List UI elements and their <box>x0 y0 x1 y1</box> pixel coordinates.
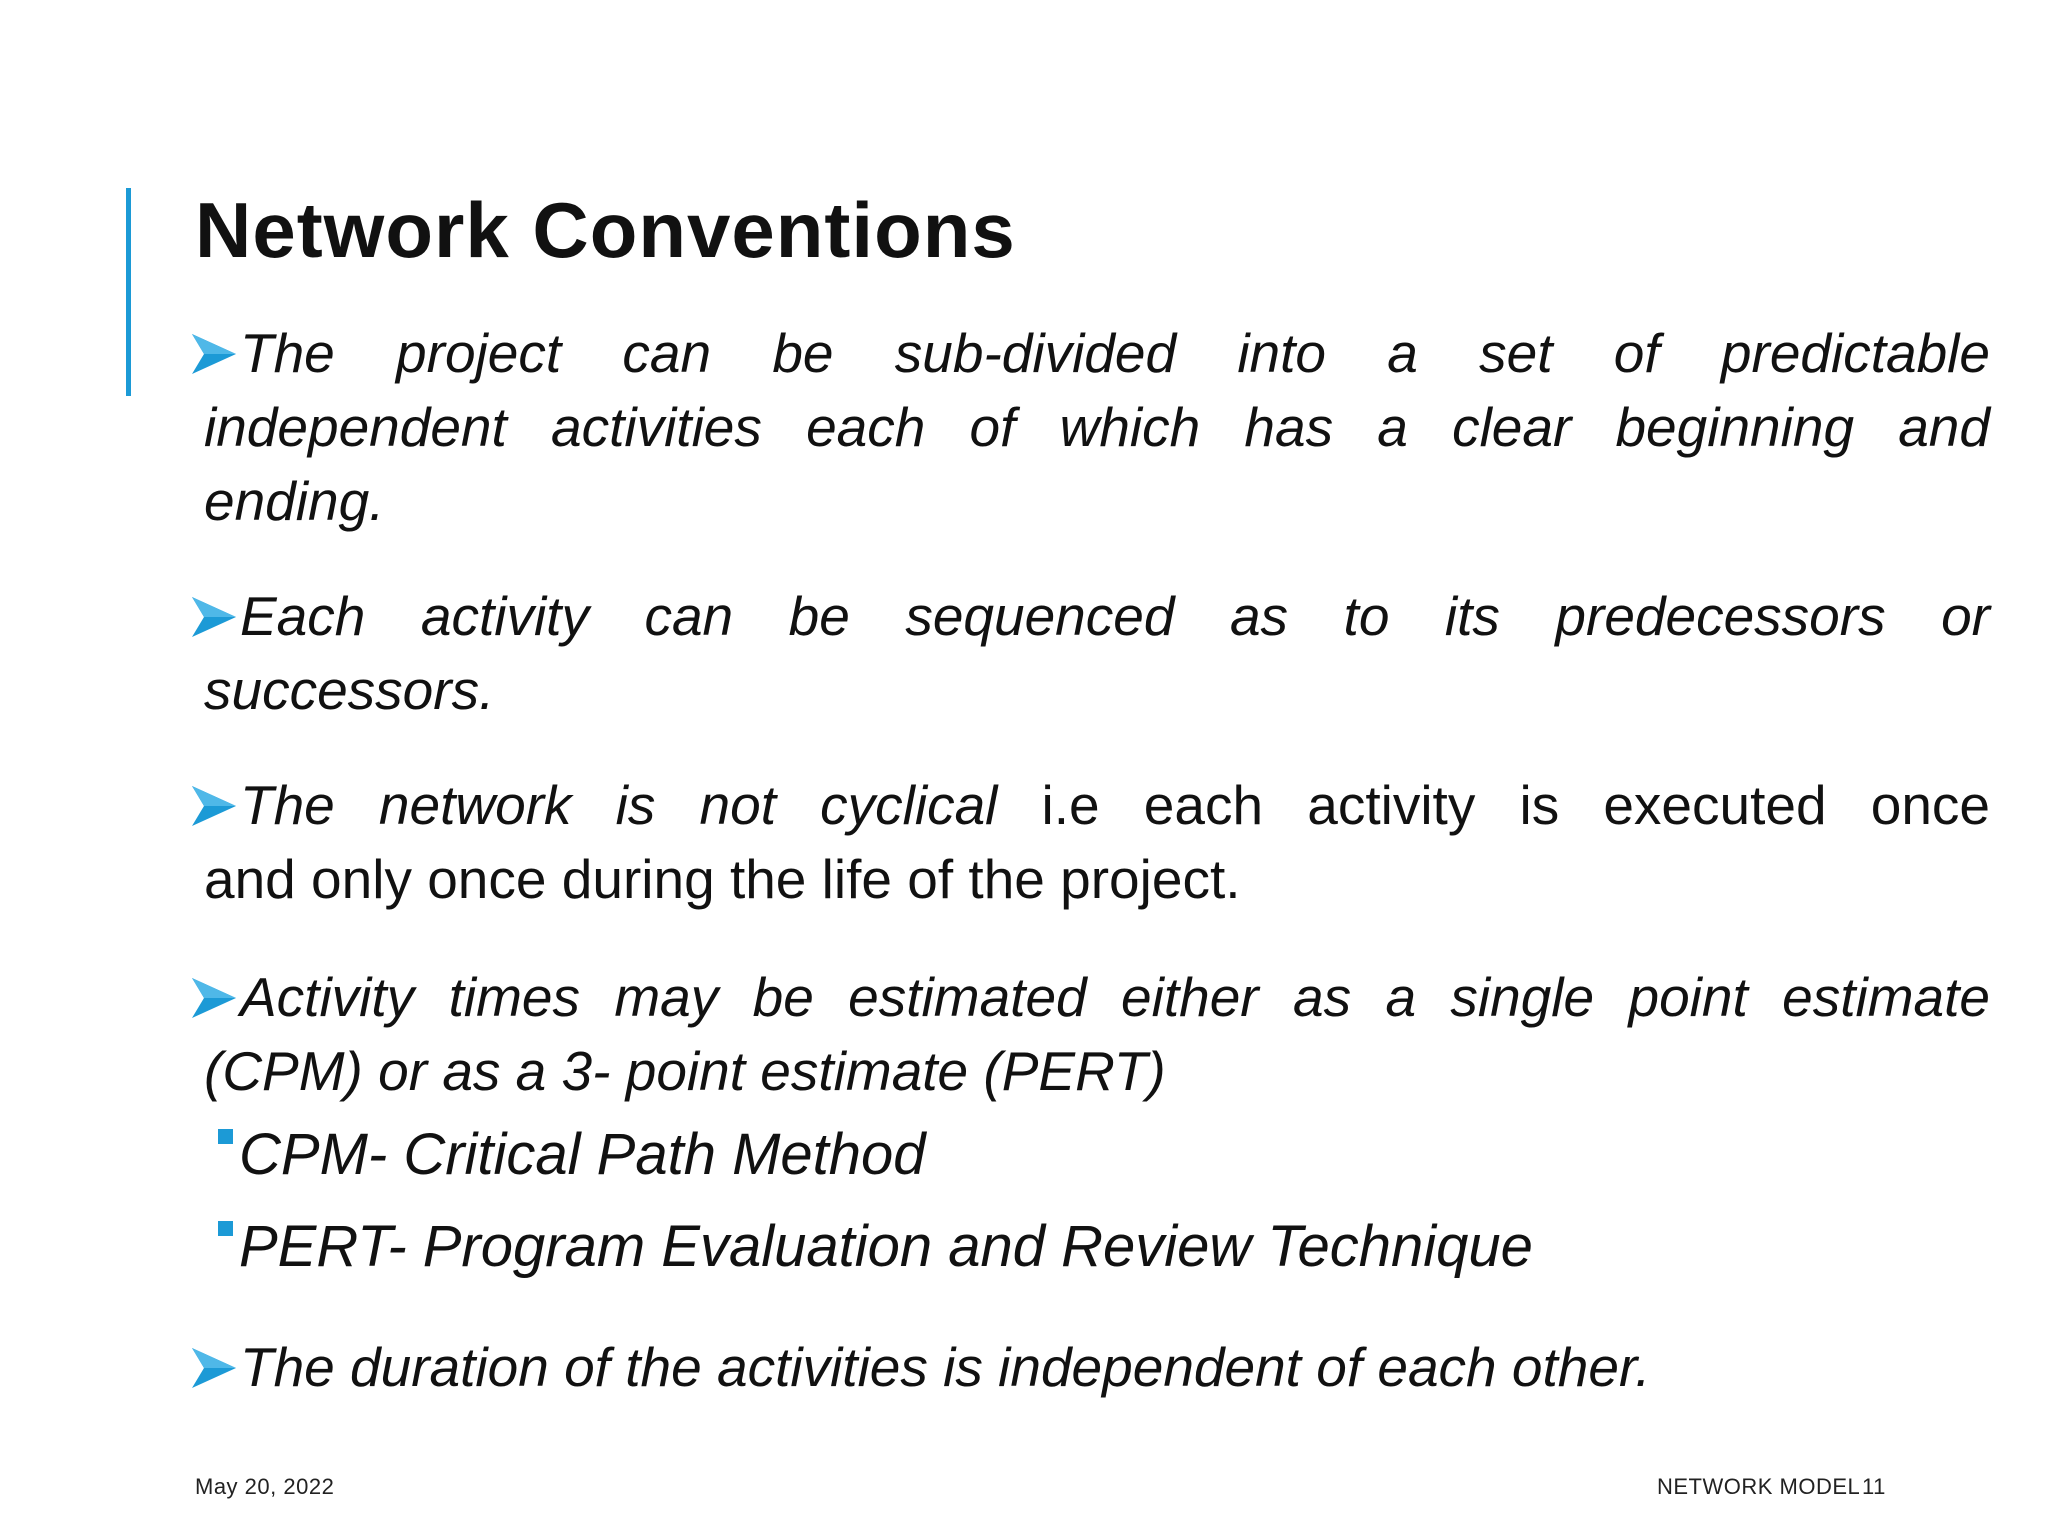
arrow-bullet-icon <box>190 1346 238 1390</box>
square-bullet-icon <box>218 1129 233 1144</box>
slide-title: Network Conventions <box>195 186 1016 274</box>
bullet-4-line-1: Activity times may be estimated either as a single point estimate <box>240 966 1990 1028</box>
bullet-3-italic-part: The network is not cyclical <box>240 774 998 836</box>
bullet-2-line-2: successors. <box>204 659 495 721</box>
sub-item-cpm-text: CPM- Critical Path Method <box>239 1122 926 1187</box>
square-bullet-icon <box>218 1221 233 1236</box>
bullet-4-line-2: (CPM) or as a 3- point estimate (PERT) <box>204 1040 1166 1102</box>
arrow-bullet-icon <box>190 332 238 376</box>
sub-item-pert <box>218 1210 1533 1284</box>
bullet-item-5 <box>190 1330 1990 1404</box>
bullet-1-line-3: ending. <box>204 470 385 532</box>
bullet-1-line-2: independent activities each of which has a clear beginning and <box>204 396 1990 458</box>
title-accent-bar <box>126 188 131 396</box>
bullet-2-line-1: Each activity can be sequenced as to its predecessors or <box>240 585 1990 647</box>
sub-item-cpm <box>218 1118 926 1192</box>
bullet-3-normal-part: i.e each activity is executed once <box>997 774 1990 836</box>
footer-date: May 20, 2022 <box>195 1474 335 1499</box>
arrow-bullet-icon <box>190 784 238 828</box>
bullet-item-1 <box>190 316 1990 538</box>
sub-item-pert-text: PERT- Program Evaluation and Review Technique <box>239 1214 1533 1279</box>
footer-page-number: 11 <box>1862 1474 1886 1499</box>
bullet-3-line-2: and only once during the life of the project. <box>204 848 1241 910</box>
arrow-bullet-icon <box>190 976 238 1020</box>
bullet-item-2 <box>190 579 1990 727</box>
bullet-item-4 <box>190 960 1990 1108</box>
footer-section: NETWORK MODEL <box>1657 1474 1861 1499</box>
bullet-item-3 <box>190 768 1990 916</box>
bullet-5-line-1: The duration of the activities is independent of each other. <box>240 1336 1651 1398</box>
arrow-bullet-icon <box>190 595 238 639</box>
bullet-1-line-1: The project can be sub-divided into a set of predictable <box>240 322 1990 384</box>
